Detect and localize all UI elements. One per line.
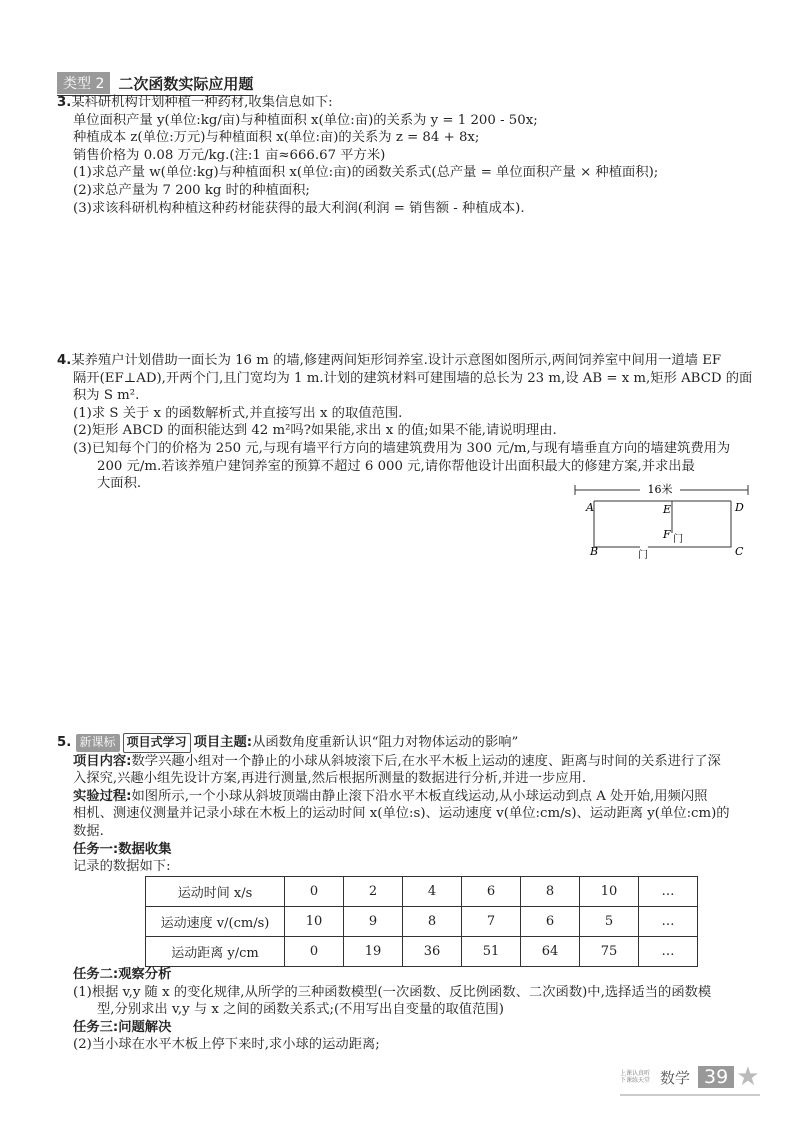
question-4 [57,352,752,493]
label-d: D [735,501,744,514]
new-curriculum-badge: 新课标 [76,734,120,752]
q4-line: 隔开(EF⊥AD),开两个门,且门宽均为 1 m.计划的建筑材料可建围墙的总长为 23 m,设 AB = x m,矩形 ABCD 的面 [73,370,753,386]
page-number: 39 [698,1066,734,1088]
label-c: C [735,545,744,558]
content-text: 入探究,兴趣小组先设计方案,再进行测量,然后根据所测量的数据进行分析,并进一步应用. [73,771,587,787]
table-cell: 8 [521,877,580,907]
task2-part1: (1)根据 v,y 随 x 的变化规律,从所学的三种函数模型(一次函数、反比例函数、二次函数)中,选择适当的函数模 [73,984,712,1000]
q4-line: 大面积. [97,476,142,492]
task2-part1: 型,分别求出 v,y 与 x 之间的函数关系式;(不用写出自变量的取值范围) [97,1002,504,1018]
door-label: 门 [673,534,683,545]
page-footer [620,1062,760,1096]
table-cell: 7 [462,907,521,937]
label-b: B [590,545,599,558]
theme-text: 从函数角度重新认识“阻力对物体运动的影响” [252,735,519,750]
door-label: 门 [638,550,648,560]
q4-line: 某养殖户计划借助一面长为 16 m 的墙,修建两间矩形饲养室.设计示意图如图所示,两间饲养室中间用一道墙 EF [71,353,722,368]
table-cell: 2 [344,877,403,907]
q4-line: 200 元/m.若该养殖户建饲养室的预算不超过 6 000 元,请你帮他设计出面积最大的修建方案,并求出最 [97,458,695,474]
table-cell: 51 [462,937,521,967]
table-cell: … [639,907,698,937]
table-cell: 0 [285,937,344,967]
process-text: 数据. [73,823,104,839]
section-header [57,72,253,96]
table-cell: 19 [344,937,403,967]
length-label: 16米 [647,483,673,496]
q4-line: (2)矩形 ABCD 的面积能达到 42 m²吗?如果能,求出 x 的值;如果不能,请说明理由. [73,423,557,439]
pen-diagram [570,480,755,560]
label-a: A [586,501,594,514]
process-text: 相机、测速仪测量并记录小球在木板上的运动时间 x(单位:s)、运动速度 v(单位:cm/s)、运动距离 y(单位:cm)的 [73,806,730,822]
table-row [146,877,698,907]
question-number: 4. [57,353,72,368]
task3-heading: 任务三:问题解决 [73,1019,172,1035]
content-label: 项目内容: [73,753,132,769]
task2-heading: 任务二:观察分析 [73,967,172,982]
q4-line: (1)求 S 关于 x 的函数解析式,并直接写出 x 的取值范围. [73,405,403,421]
q4-line: 积为 S m². [73,388,140,404]
table-cell: 6 [462,877,521,907]
table-cell: 6 [521,907,580,937]
table-cell: 0 [285,877,344,907]
q4-line: (3)已知每个门的价格为 250 元,与现有墙平行方向的墙建筑费用为 300 元/m,与现有墙垂直方向的墙建筑费用为 [73,440,731,456]
content-text: 数学兴趣小组对一个静止的小球从斜坡滚下后,在水平木板上运动的速度、距离与时间的关系进行了深 [131,753,721,769]
process-text: 如图所示,一个小球从斜坡顶端由静止滚下沿水平木板直线运动,从小球运动到点 A 处开始,用频闪照 [131,788,708,804]
star-mascot-icon: ★ [736,1062,760,1092]
label-f: F [663,528,671,541]
record-text: 记录的数据如下: [73,859,171,875]
question-number: 3. [57,95,72,110]
row-header: 运动速度 v/(cm/s) [146,907,285,937]
table-cell: 75 [580,937,639,967]
q3-line: (2)求总产量为 7 200 kg 时的种植面积; [73,182,310,198]
q3-line: 种植成本 z(单位:万元)与种植面积 x(单位:亩)的关系为 z = 84 + 8x; [73,130,480,146]
project-learning-badge: 项目式学习 [123,733,191,753]
q3-line: 单位面积产量 y(单位:kg/亩)与种植面积 x(单位:亩)的关系为 y = 1 200 - 50x; [73,112,538,128]
table-cell: … [639,877,698,907]
theme-label: 项目主题: [193,735,253,750]
table-cell: 8 [403,907,462,937]
question-5 [57,733,752,876]
row-header: 运动距离 y/cm [146,937,285,967]
question-number: 5. [57,735,72,750]
subject-label: 数学 [660,1068,691,1087]
q3-line: 某科研机构计划种植一种药材,收集信息如下: [71,95,333,110]
slogan: 上课认真听 [620,1070,651,1077]
q3-line: 销售价格为 0.08 万元/kg.(注:1 亩≈666.67 平方米) [73,147,386,163]
label-e: E [663,503,672,516]
row-header: 运动时间 x/s [146,877,285,907]
table-cell: 5 [580,907,639,937]
question-5-tasks [57,966,752,1054]
table-cell: 9 [344,907,403,937]
process-label: 实验过程: [73,788,132,804]
table-cell: 64 [521,937,580,967]
slogan: 下课练天堂 [620,1077,651,1084]
task3-part2: (2)当小球在水平木板上停下来时,求小球的运动距离; [73,1037,380,1053]
table-row [146,907,698,937]
table-cell: … [639,937,698,967]
q3-line: (1)求总产量 w(单位:kg)与种植面积 x(单位:亩)的函数关系式(总产量 = 单位面积产量 × 种植面积); [73,165,659,181]
table-row [146,937,698,967]
section-title: 二次函数实际应用题 [118,74,254,93]
data-table [145,876,698,967]
type-tag: 类型 2 [57,72,110,94]
q3-line: (3)求该科研机构种植这种药材能获得的最大利润(利润 = 销售额 - 种植成本). [73,200,525,216]
table-cell: 10 [580,877,639,907]
question-3 [57,94,752,217]
table-cell: 4 [403,877,462,907]
task1-heading: 任务一:数据收集 [73,841,172,857]
table-cell: 10 [285,907,344,937]
table-cell: 36 [403,937,462,967]
pen-outline [594,501,640,547]
